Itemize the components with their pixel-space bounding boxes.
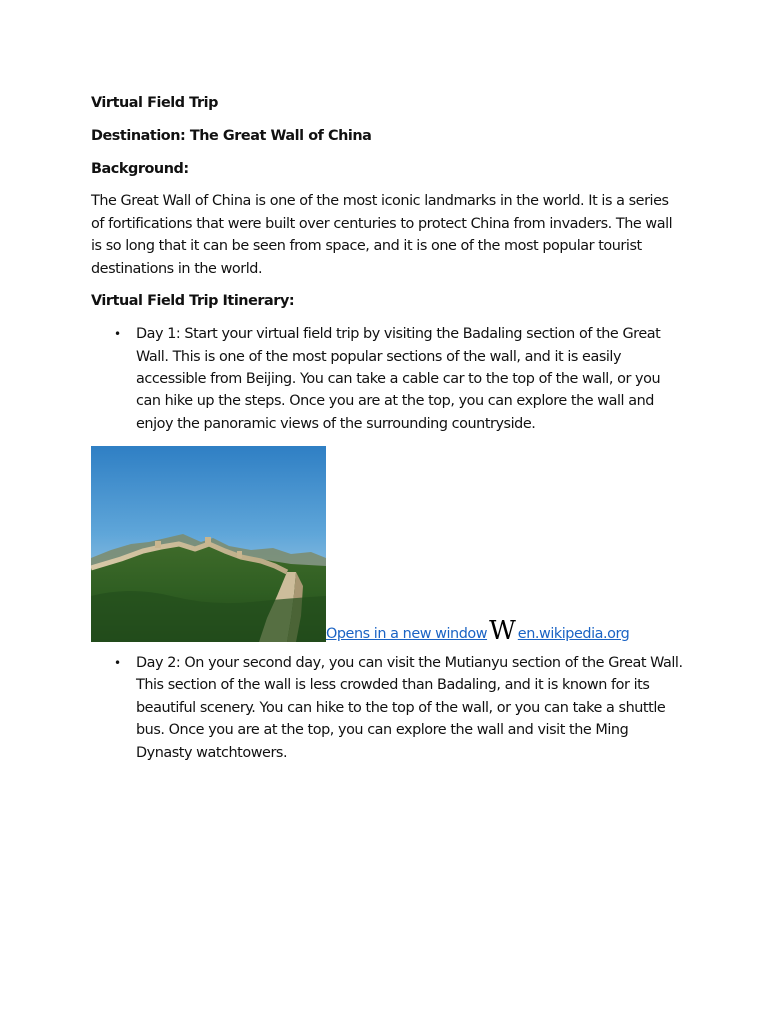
bullet-icon: • [114,655,121,670]
itinerary-heading: Virtual Field Trip Itinerary: [91,293,295,310]
itinerary-item-text: Day 1: Start your virtual field trip by visiting the Badaling section of the Great Wall. This is one of the most popular sections of the wall, and it is easily accessible from Beijing. You can take a cable car to the top of the wall, or you can hike up the steps. Once you are at the top, you can explore the wall and enjoy the panoramic views of the surrounding countryside. [136,326,661,432]
wikipedia-w-icon: W [489,615,514,646]
open-in-new-window-link[interactable]: Opens in a new window [326,626,488,643]
itinerary-item-text: Day 2: On your second day, you can visit the Mutianyu section of the Great Wall. This section of the wall is less crowded than Badaling, and it is known for its beautiful scenery. You can hike to the top of the wall, or you can take a shuttle bus. Once you are at the top, you can explore the wall and visit the Ming Dynasty watchtowers. [136,654,683,761]
document-title: Virtual Field Trip [91,95,218,111]
itinerary-item-day-1 [91,323,683,435]
destination-heading: Destination: The Great Wall of China [91,127,372,144]
great-wall-photo[interactable] [91,446,326,642]
media-embed [91,446,683,646]
bullet-icon: • [114,327,121,342]
media-links [326,615,630,646]
itinerary-list [91,323,683,435]
background-heading: Background: [91,160,189,177]
itinerary-item-day-2 [91,652,683,764]
wikipedia-source-link[interactable]: en.wikipedia.org [517,626,630,643]
document-body [91,92,683,774]
background-paragraph: The Great Wall of China is one of the most iconic landmarks in the world. It is a series of fortifications that were built over centuries to protect China from invaders. The wall is so long that it can be seen from space, and it is one of the most popular tourist destinations in the world. [91,193,673,277]
itinerary-list-continued [91,652,683,764]
